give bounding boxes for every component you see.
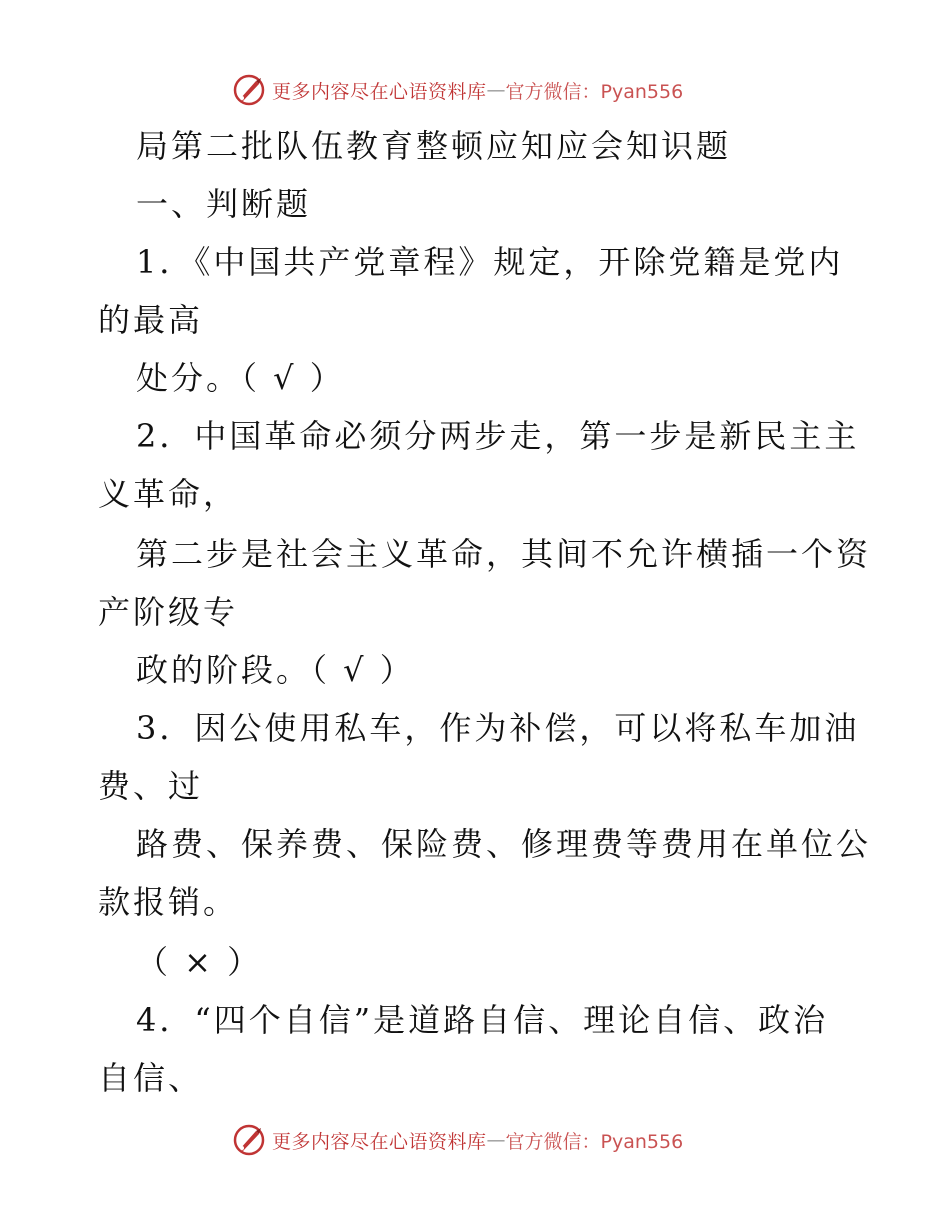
watermark-wechat: 官方微信：Pyan556 [505,80,684,103]
watermark-text: 更多内容尽在心语资料库 [272,1130,487,1153]
watermark-dash: — [486,1129,506,1151]
quill-pen-icon [232,1123,266,1157]
text-line: 第二步是社会主义革命，其间不允许横插一个资 [136,535,872,573]
text-line: 3．因公使用私车，作为补偿，可以将私车加油 [136,709,860,747]
text-line: 2．中国革命必须分两步走，第一步是新民主主 [136,417,860,455]
watermark-text: 更多内容尽在心语资料库 [272,80,487,103]
watermark-dash: — [486,79,506,101]
text-line: 自信、 [98,1059,204,1097]
text-line: 1．《中国共产党章程》规定，开除党籍是党内 [136,243,844,281]
footer-watermark [232,1122,683,1158]
text-line: 义革命， [98,475,239,513]
section-heading: 一、判断题 [136,185,312,223]
document-title: 局第二批队伍教育整顿应知应会知识题 [136,127,732,165]
text-line: 处分。（ √ ） [136,359,345,397]
text-line: 款报销。 [98,883,239,921]
watermark-wechat: 官方微信：Pyan556 [505,1130,684,1153]
text-line: 费、过 [98,767,204,805]
text-line: （ × ） [136,943,263,981]
header-watermark [232,72,683,108]
text-line: 产阶级专 [98,593,239,631]
text-line: 政的阶段。（ √ ） [136,651,415,689]
text-line: 的最高 [98,301,204,339]
text-line: 4．“四个自信”是道路自信、理论自信、政治 [136,1001,829,1039]
quill-pen-icon [232,73,266,107]
text-line: 路费、保养费、保险费、修理费等费用在单位公 [136,825,872,863]
